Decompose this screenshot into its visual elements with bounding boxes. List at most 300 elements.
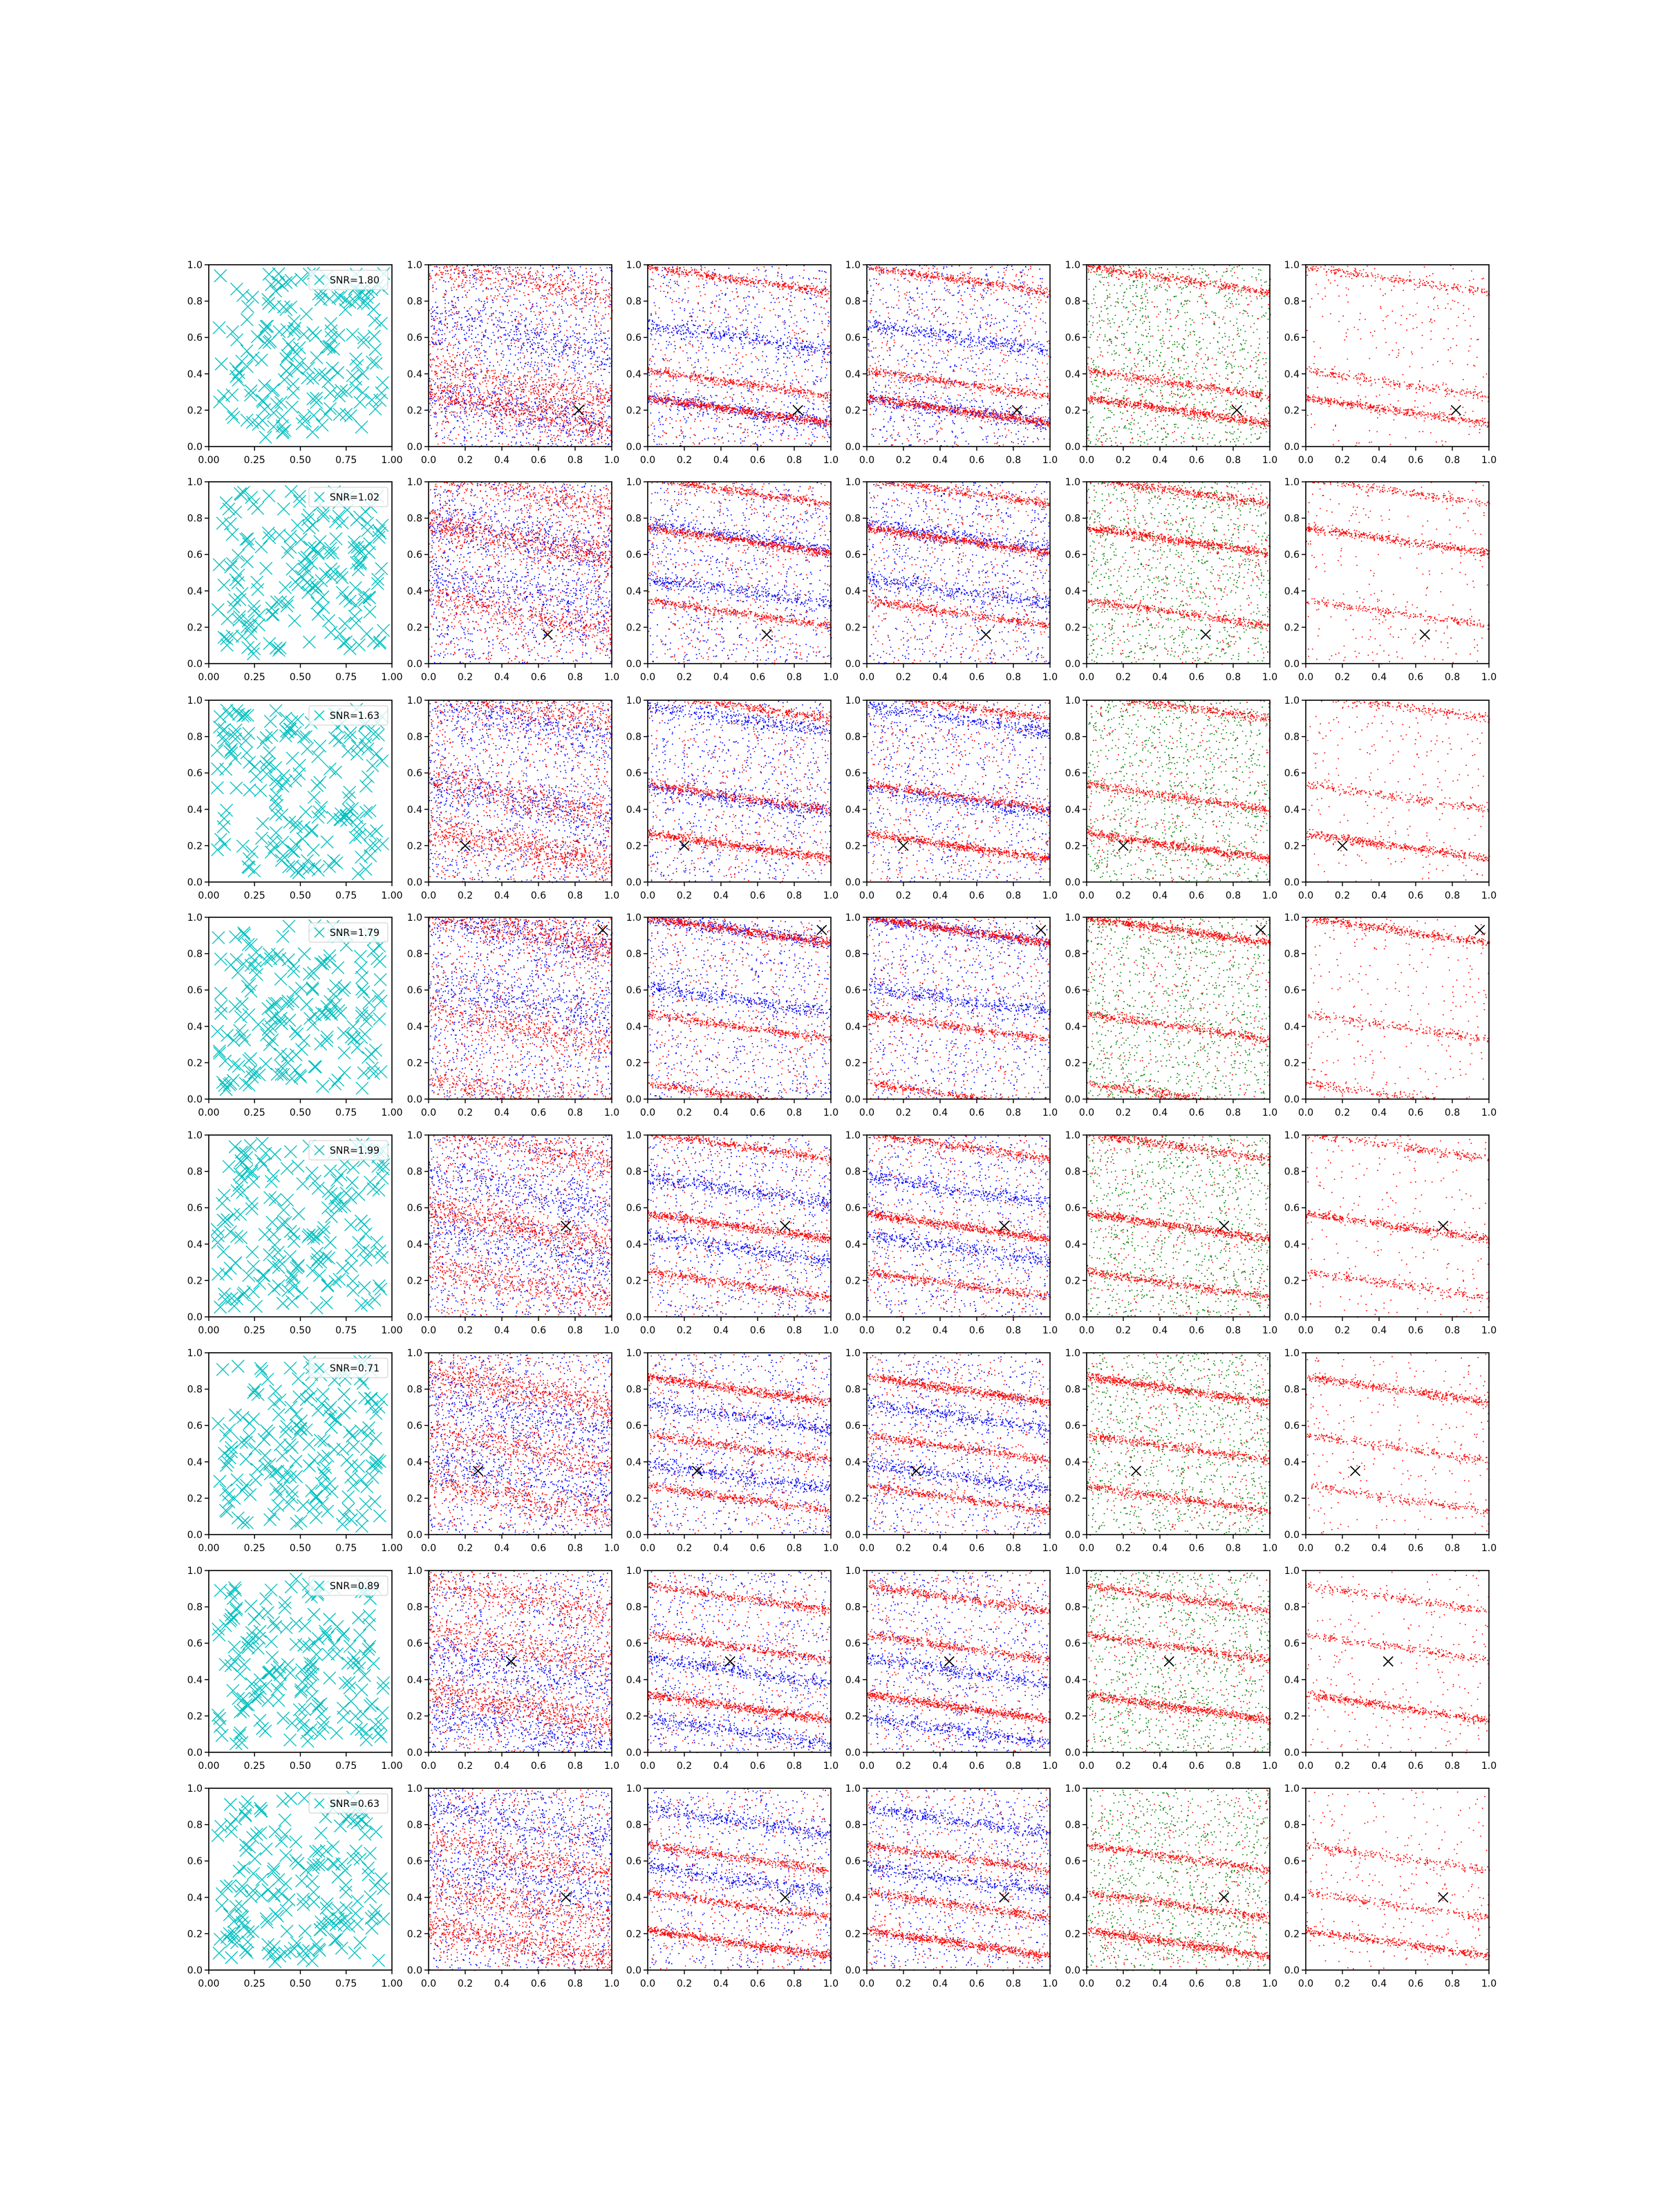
y-tick-label: 0.0 <box>187 659 203 670</box>
y-tick-label: 0.8 <box>1065 731 1080 743</box>
x-tick-label: 1.0 <box>1481 1543 1497 1554</box>
true-source-marker <box>981 630 991 639</box>
y-tick-label: 0.0 <box>626 442 641 453</box>
y-tick-label: 0.2 <box>626 1493 641 1505</box>
y-tick-label: 0.4 <box>187 1456 203 1468</box>
cross-markers <box>212 485 389 660</box>
y-tick-label: 0.6 <box>1065 1638 1080 1650</box>
x-tick-label: 1.00 <box>381 1543 403 1554</box>
y-tick-label: 0.0 <box>406 1965 422 1976</box>
x-tick-label: 0.2 <box>1115 1761 1132 1772</box>
y-tick-label: 1.0 <box>187 912 203 924</box>
y-tick-label: 0.4 <box>1065 1456 1080 1468</box>
y-tick-label: 0.0 <box>845 877 861 888</box>
x-tick-label: 0.4 <box>1152 455 1168 466</box>
x-tick-label: 0.25 <box>243 1761 265 1772</box>
red-band-points <box>1307 1373 1490 1409</box>
x-tick-label: 0.75 <box>335 672 357 683</box>
y-tick-label: 0.2 <box>1284 622 1300 634</box>
x-tick-label: 0.8 <box>1225 1107 1241 1118</box>
y-tick-label: 0.6 <box>1284 768 1300 780</box>
y-tick-label: 0.6 <box>626 550 641 561</box>
x-tick-label: 0.6 <box>1188 672 1205 683</box>
x-tick-label: 0.0 <box>859 1543 875 1554</box>
y-tick-label: 0.2 <box>406 1929 422 1940</box>
red-noise-points <box>1306 917 1489 1098</box>
red-band-points <box>684 700 832 725</box>
y-tick-label: 0.4 <box>1065 585 1080 597</box>
y-tick-label: 0.4 <box>406 1239 422 1250</box>
y-tick-label: 0.8 <box>187 513 203 525</box>
y-tick-label: 0.8 <box>1284 948 1300 960</box>
x-tick-label: 1.0 <box>1042 672 1058 683</box>
y-tick-label: 0.4 <box>626 1892 641 1904</box>
y-tick-label: 0.6 <box>1065 1203 1080 1215</box>
y-tick-label: 0.6 <box>626 985 641 997</box>
x-tick-label: 0.2 <box>895 1543 912 1554</box>
green-points <box>1087 1789 1271 1971</box>
y-tick-label: 0.2 <box>1284 405 1300 417</box>
x-tick-label: 0.2 <box>1115 1543 1132 1554</box>
cross-markers <box>212 1355 388 1533</box>
subplot-r4-c2 <box>626 1130 838 1336</box>
x-tick-label: 0.2 <box>676 1761 693 1772</box>
y-tick-label: 0.4 <box>406 585 422 597</box>
x-tick-label: 0.2 <box>676 1325 693 1336</box>
red-band-points <box>1306 366 1489 402</box>
x-tick-label: 0.25 <box>243 455 265 466</box>
y-tick-label: 0.4 <box>1065 1892 1080 1904</box>
red-band-points <box>648 368 832 402</box>
red-noise-points <box>429 265 612 447</box>
x-tick-label: 0.0 <box>1297 890 1314 901</box>
x-tick-label: 0.6 <box>1407 1107 1424 1118</box>
y-tick-label: 0.0 <box>1284 659 1300 670</box>
y-tick-label: 0.2 <box>406 1275 422 1287</box>
x-tick-label: 0.4 <box>494 1978 510 1989</box>
red-noise-points <box>867 917 1051 1100</box>
y-tick-label: 0.0 <box>187 1965 203 1976</box>
axes-frame <box>867 482 1050 664</box>
y-tick-label: 0.4 <box>1284 1021 1300 1033</box>
x-tick-label: 0.4 <box>494 1107 510 1118</box>
y-tick-label: 1.0 <box>1065 260 1080 271</box>
y-tick-label: 1.0 <box>406 477 422 488</box>
true-source-marker <box>598 925 608 935</box>
y-tick-label: 0.6 <box>187 1856 203 1868</box>
y-tick-label: 0.0 <box>626 1530 641 1541</box>
red-band-points <box>869 265 1051 298</box>
red-noise-points <box>429 1353 612 1536</box>
blue-points <box>868 482 1051 664</box>
y-tick-label: 0.0 <box>1284 1312 1300 1323</box>
x-tick-label: 0.50 <box>289 1761 312 1772</box>
red-band-points <box>648 1926 832 1960</box>
x-tick-label: 0.6 <box>530 672 547 683</box>
x-tick-label: 0.6 <box>1188 1325 1205 1336</box>
y-tick-label: 0.0 <box>626 1965 641 1976</box>
y-tick-label: 0.6 <box>406 1638 422 1650</box>
subplot-r5-c4 <box>1065 1348 1277 1554</box>
x-tick-label: 0.2 <box>895 672 912 683</box>
x-tick-label: 0.8 <box>1225 1978 1241 1989</box>
x-tick-label: 0.0 <box>420 1978 437 1989</box>
y-tick-label: 0.6 <box>1284 1421 1300 1432</box>
red-band-points <box>1306 1583 1490 1613</box>
axes-frame <box>1087 1135 1270 1317</box>
x-tick-label: 0.8 <box>786 1543 803 1554</box>
red-band-points <box>1312 482 1490 506</box>
x-tick-label: 0.0 <box>420 455 437 466</box>
x-tick-label: 1.0 <box>1262 1543 1278 1554</box>
red-noise-points <box>648 1135 830 1318</box>
blue-band-points <box>429 1145 612 1225</box>
subplot-r2-c2 <box>626 695 838 901</box>
x-tick-label: 0.8 <box>567 1761 583 1772</box>
y-tick-label: 1.0 <box>406 1348 422 1359</box>
blue-band-points <box>650 1171 832 1210</box>
y-tick-label: 0.0 <box>1065 1747 1080 1759</box>
y-tick-label: 0.6 <box>406 332 422 344</box>
y-tick-label: 0.6 <box>1284 332 1300 344</box>
x-tick-label: 0.6 <box>1188 1761 1205 1772</box>
x-tick-label: 1.0 <box>1481 672 1497 683</box>
x-tick-label: 0.4 <box>1371 455 1387 466</box>
red-band-points <box>1088 394 1271 429</box>
y-tick-label: 1.0 <box>1284 912 1300 924</box>
x-tick-label: 0.6 <box>968 1325 985 1336</box>
y-tick-label: 0.2 <box>187 1711 203 1723</box>
x-tick-label: 0.0 <box>859 1978 875 1989</box>
red-band-points <box>876 482 1050 510</box>
x-tick-label: 0.8 <box>1225 890 1241 901</box>
x-tick-label: 0.0 <box>1078 1761 1095 1772</box>
red-band-points <box>867 830 1051 863</box>
cross-markers <box>212 1791 390 1968</box>
x-tick-label: 0.6 <box>1407 1543 1424 1554</box>
true-source-marker <box>1118 841 1128 850</box>
x-tick-label: 0.0 <box>859 890 875 901</box>
x-tick-label: 0.6 <box>968 455 985 466</box>
y-tick-label: 1.0 <box>845 477 861 488</box>
y-tick-label: 0.4 <box>1065 804 1080 816</box>
y-tick-label: 0.8 <box>406 1384 422 1396</box>
subplot-left-4 <box>187 1130 403 1336</box>
red-noise-points <box>1306 1789 1490 1971</box>
x-tick-label: 0.4 <box>1371 672 1387 683</box>
red-band-points <box>867 1690 1051 1724</box>
y-tick-label: 1.0 <box>406 1566 422 1577</box>
subplot-r3-c4 <box>1065 912 1277 1118</box>
true-source-marker <box>1132 1466 1141 1476</box>
y-tick-label: 0.8 <box>845 296 861 308</box>
x-tick-label: 0.6 <box>1407 1325 1424 1336</box>
y-tick-label: 0.0 <box>406 1747 422 1759</box>
red-band-points <box>1087 1888 1271 1924</box>
y-tick-label: 0.4 <box>1284 804 1300 816</box>
true-source-marker <box>1201 630 1210 639</box>
x-tick-label: 0.2 <box>1115 672 1132 683</box>
red-noise-points <box>648 1788 832 1970</box>
x-tick-label: 0.75 <box>335 1978 357 1989</box>
true-source-marker <box>762 630 771 639</box>
red-band-points <box>867 1208 1051 1242</box>
y-tick-label: 1.0 <box>845 1130 861 1141</box>
x-tick-label: 1.00 <box>381 1325 403 1336</box>
subplot-r6-c1 <box>407 1566 619 1772</box>
x-tick-label: 0.0 <box>859 672 875 683</box>
y-tick-label: 0.2 <box>1065 405 1080 417</box>
x-tick-label: 0.0 <box>1297 455 1314 466</box>
x-tick-label: 0.8 <box>1444 1325 1461 1336</box>
y-tick-label: 0.6 <box>845 332 861 344</box>
x-tick-label: 0.0 <box>420 890 437 901</box>
red-band-points <box>867 394 1051 428</box>
x-tick-label: 0.6 <box>968 1107 985 1118</box>
y-tick-label: 0.6 <box>845 1421 861 1432</box>
red-band-points <box>649 780 832 814</box>
red-band-points <box>1306 917 1490 948</box>
true-source-marker <box>1256 925 1266 935</box>
x-tick-label: 0.4 <box>494 455 510 466</box>
x-tick-label: 0.6 <box>530 1543 547 1554</box>
y-tick-label: 0.4 <box>1284 1892 1300 1904</box>
x-tick-label: 0.2 <box>895 890 912 901</box>
y-tick-label: 1.0 <box>1284 1783 1300 1794</box>
blue-band-points <box>868 1168 1051 1209</box>
subplot-r5-c3 <box>845 1348 1058 1554</box>
x-tick-label: 0.4 <box>1152 1543 1168 1554</box>
y-tick-label: 1.0 <box>1065 912 1080 924</box>
y-tick-label: 0.4 <box>626 368 641 380</box>
y-tick-label: 1.0 <box>1284 1348 1300 1359</box>
red-band-points <box>1306 522 1490 556</box>
subplot-r4-c4 <box>1065 1130 1277 1336</box>
x-tick-label: 0.6 <box>749 890 766 901</box>
y-tick-label: 0.4 <box>626 1674 641 1686</box>
x-tick-label: 0.4 <box>713 672 729 683</box>
legend-label: SNR=1.79 <box>330 928 379 939</box>
blue-band-points <box>648 571 832 611</box>
y-tick-label: 0.2 <box>1065 1711 1080 1723</box>
red-band-points <box>1088 366 1271 401</box>
y-tick-label: 0.6 <box>626 1856 641 1868</box>
y-tick-label: 0.4 <box>845 1239 861 1250</box>
subplot-left-2 <box>187 695 403 901</box>
red-band-points <box>429 1572 612 1633</box>
red-noise-points <box>429 1571 612 1753</box>
x-tick-label: 0.4 <box>713 1325 729 1336</box>
y-tick-label: 0.8 <box>406 296 422 308</box>
subplot-r5-c1 <box>407 1348 619 1554</box>
y-tick-label: 0.6 <box>1284 550 1300 561</box>
true-source-marker <box>1475 925 1485 935</box>
red-band-points <box>867 1079 1009 1100</box>
x-tick-label: 0.8 <box>567 672 583 683</box>
y-tick-label: 1.0 <box>845 912 861 924</box>
red-band-points <box>869 1580 1051 1614</box>
x-tick-label: 0.00 <box>198 455 220 466</box>
x-tick-label: 0.0 <box>1078 1107 1095 1118</box>
y-tick-label: 0.8 <box>845 1384 861 1396</box>
y-tick-label: 0.2 <box>626 622 641 634</box>
x-tick-label: 0.0 <box>420 1543 437 1554</box>
y-tick-label: 0.6 <box>187 768 203 780</box>
y-tick-label: 0.8 <box>187 296 203 308</box>
y-tick-label: 0.8 <box>187 948 203 960</box>
x-tick-label: 0.4 <box>1371 1325 1387 1336</box>
blue-band-points <box>648 980 832 1019</box>
y-tick-label: 0.8 <box>626 731 641 743</box>
y-tick-label: 0.2 <box>845 1058 861 1069</box>
x-tick-label: 0.8 <box>1005 1107 1022 1118</box>
green-points <box>1087 265 1271 447</box>
x-tick-label: 0.0 <box>420 672 437 683</box>
y-tick-label: 0.4 <box>626 1456 641 1468</box>
x-tick-label: 1.0 <box>603 1107 620 1118</box>
y-tick-label: 0.2 <box>1284 1929 1300 1940</box>
x-tick-label: 0.4 <box>494 1543 510 1554</box>
y-tick-label: 0.8 <box>845 1602 861 1613</box>
x-tick-label: 0.6 <box>1188 1978 1205 1989</box>
red-band-points <box>867 1841 1051 1875</box>
red-band-points <box>1306 1633 1490 1662</box>
subplot-left-0 <box>187 260 403 466</box>
red-noise-points <box>648 1571 832 1754</box>
x-tick-label: 0.8 <box>786 1761 803 1772</box>
subplot-r3-c5 <box>1284 912 1497 1118</box>
axes-frame <box>209 1571 392 1752</box>
x-tick-label: 0.00 <box>198 1107 220 1118</box>
subplot-r3-c3 <box>845 912 1058 1118</box>
x-tick-label: 0.4 <box>494 1761 510 1772</box>
y-tick-label: 1.0 <box>187 1348 203 1359</box>
blue-band-points <box>429 955 612 1034</box>
subplot-left-7 <box>187 1783 403 1989</box>
red-band-points <box>1306 1839 1490 1874</box>
x-tick-label: 0.2 <box>1334 672 1351 683</box>
y-tick-label: 0.6 <box>626 332 641 344</box>
red-band-points <box>648 1372 832 1406</box>
axes-frame <box>209 1353 392 1535</box>
y-tick-label: 1.0 <box>1065 1783 1080 1794</box>
y-tick-label: 0.0 <box>845 1094 861 1105</box>
y-tick-label: 0.8 <box>845 731 861 743</box>
x-tick-label: 0.6 <box>968 1761 985 1772</box>
green-points <box>1087 917 1271 1100</box>
y-tick-label: 0.2 <box>845 1275 861 1287</box>
red-band-points <box>868 596 1050 630</box>
x-tick-label: 0.2 <box>895 1325 912 1336</box>
y-tick-label: 0.2 <box>845 1711 861 1723</box>
x-tick-label: 0.0 <box>859 1761 875 1772</box>
red-band-points <box>1087 917 1271 948</box>
x-tick-label: 1.0 <box>603 1761 620 1772</box>
subplot-r5-c2 <box>626 1348 838 1554</box>
y-tick-label: 1.0 <box>626 1348 641 1359</box>
x-tick-label: 0.2 <box>457 455 474 466</box>
blue-band-points <box>868 1396 1051 1437</box>
green-points <box>1087 1571 1271 1754</box>
axes-frame <box>1306 1571 1489 1752</box>
y-tick-label: 0.0 <box>187 442 203 453</box>
x-tick-label: 0.0 <box>639 1325 656 1336</box>
y-tick-label: 0.8 <box>1284 1819 1300 1831</box>
y-tick-label: 0.0 <box>1284 1747 1300 1759</box>
y-tick-label: 0.6 <box>845 768 861 780</box>
x-tick-label: 0.0 <box>1297 1978 1314 1989</box>
x-tick-label: 0.75 <box>335 1761 357 1772</box>
subplot-r6-c2 <box>626 1566 838 1772</box>
x-tick-label: 0.2 <box>1334 1543 1351 1554</box>
y-tick-label: 0.6 <box>1284 1203 1300 1215</box>
red-band-points <box>1307 598 1490 629</box>
red-band-points <box>429 1909 612 1971</box>
y-tick-label: 1.0 <box>626 695 641 706</box>
y-tick-label: 0.8 <box>1065 296 1080 308</box>
y-tick-label: 0.2 <box>1065 1058 1080 1069</box>
y-tick-label: 1.0 <box>626 260 641 271</box>
legend-label: SNR=0.71 <box>330 1363 379 1374</box>
red-band-points <box>1087 1265 1270 1301</box>
y-tick-label: 0.4 <box>187 1892 203 1904</box>
y-tick-label: 0.4 <box>845 585 861 597</box>
y-tick-label: 0.8 <box>406 1602 422 1613</box>
axes-frame <box>1087 1788 1270 1970</box>
red-band-points <box>429 265 613 317</box>
red-band-points <box>1090 482 1271 508</box>
x-tick-label: 0.2 <box>1115 455 1132 466</box>
x-tick-label: 1.0 <box>823 455 839 466</box>
x-tick-label: 0.2 <box>676 1107 693 1118</box>
red-band-points <box>429 582 612 656</box>
red-band-points <box>1306 265 1490 297</box>
red-band-points <box>868 1629 1051 1664</box>
y-tick-label: 0.0 <box>1284 442 1300 453</box>
y-tick-label: 0.2 <box>406 1711 422 1723</box>
y-tick-label: 0.4 <box>626 1239 641 1250</box>
y-tick-label: 1.0 <box>406 1130 422 1141</box>
subplot-r7-c1 <box>407 1783 619 1989</box>
y-tick-label: 0.2 <box>1065 622 1080 634</box>
red-band-points <box>1087 1210 1271 1244</box>
subplot-left-5 <box>187 1348 403 1554</box>
y-tick-label: 1.0 <box>187 1566 203 1577</box>
y-tick-label: 0.8 <box>1065 1819 1080 1831</box>
x-tick-label: 1.0 <box>1042 455 1058 466</box>
y-tick-label: 0.4 <box>406 368 422 380</box>
red-band-points <box>870 1482 1051 1515</box>
x-tick-label: 0.0 <box>639 1543 656 1554</box>
x-tick-label: 0.4 <box>932 890 948 901</box>
x-tick-label: 0.75 <box>335 1325 357 1336</box>
x-tick-label: 0.8 <box>786 890 803 901</box>
y-tick-label: 1.0 <box>406 1783 422 1794</box>
x-tick-label: 0.00 <box>198 890 220 901</box>
x-tick-label: 0.8 <box>567 1978 583 1989</box>
red-band-points <box>1306 395 1489 428</box>
x-tick-label: 0.8 <box>1225 1543 1241 1554</box>
y-tick-label: 0.0 <box>1284 1530 1300 1541</box>
y-tick-label: 0.0 <box>1065 659 1080 670</box>
y-tick-label: 0.8 <box>1065 948 1080 960</box>
x-tick-label: 0.6 <box>1188 1107 1205 1118</box>
x-tick-label: 0.0 <box>859 1325 875 1336</box>
red-band-points <box>1089 1135 1271 1163</box>
x-tick-label: 1.0 <box>1042 1978 1058 1989</box>
red-band-points <box>1306 1080 1444 1100</box>
subplot-r4-c3 <box>845 1130 1058 1336</box>
